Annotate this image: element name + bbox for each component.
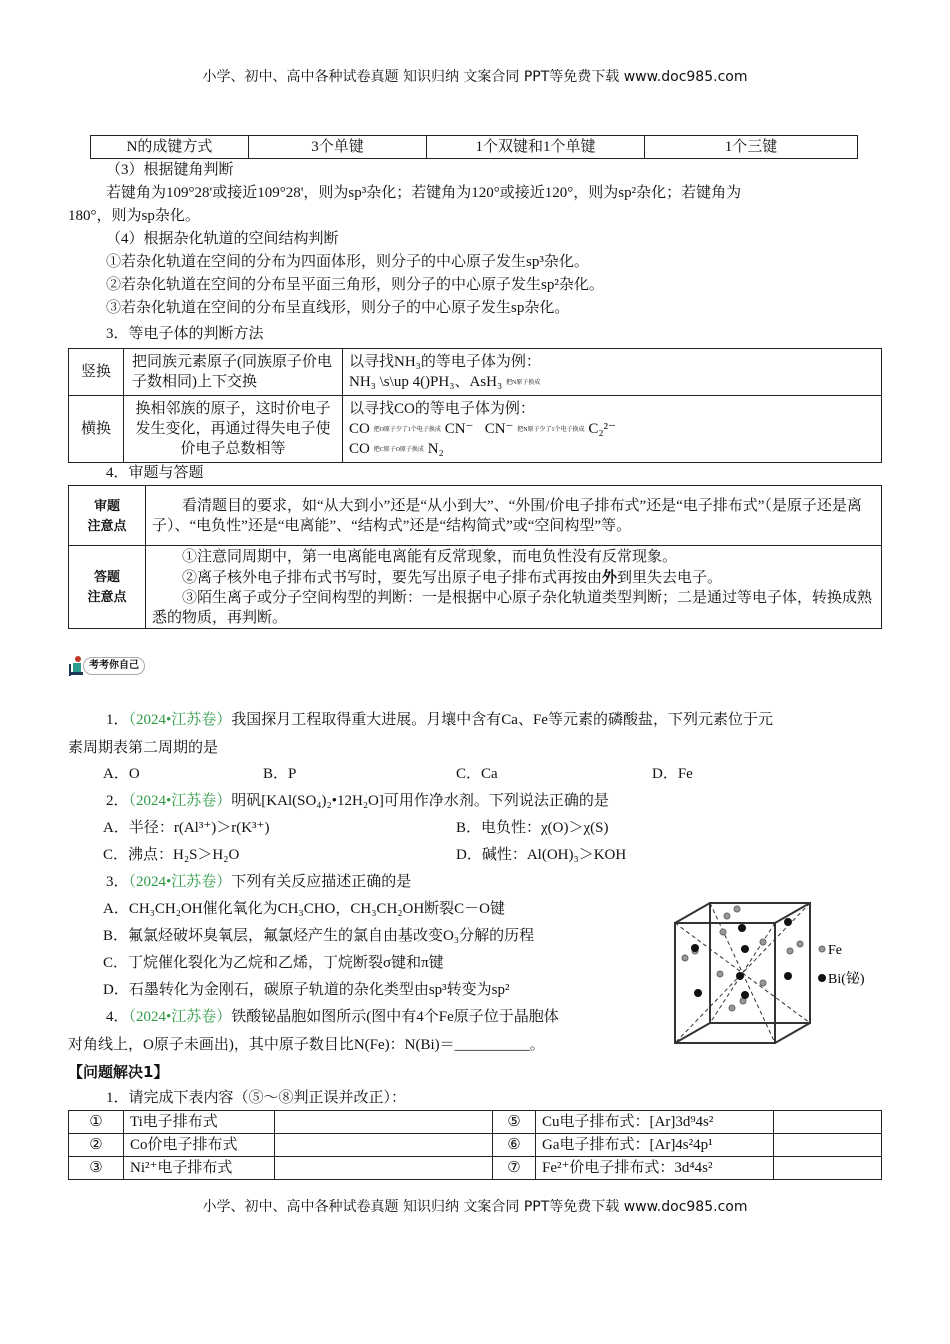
cell: 竖换 (69, 349, 124, 396)
legend-bi: Bi(铋) (828, 972, 865, 987)
cell: N的成键方式 (91, 136, 249, 159)
question-stem: 明矾[KAl(SO₄)₂•12H₂O]可用作净水剂。下列说法正确的是 (231, 793, 609, 809)
cell: ⑥ (493, 1134, 536, 1157)
option-a[interactable]: A．半径：r(Al³⁺)＞r(K³⁺) (103, 820, 270, 836)
example-title: 以寻找NH₃的等电子体为例： (349, 354, 541, 370)
option-c[interactable]: C．Ca (456, 766, 498, 782)
electron-config-table (68, 1110, 882, 1180)
question-source: （2024•江苏卷） (128, 793, 232, 809)
option-b[interactable]: B．P (263, 766, 297, 782)
option-a[interactable]: A．CH₃CH₂OH催化氧化为CH₃CHO，CH₃CH₂OH断裂C－O键 (103, 901, 506, 917)
cell: Ni²⁺电子排布式 (124, 1157, 275, 1180)
cell: 3个单键 (249, 136, 427, 159)
paragraph: 1．请完成下表内容（⑤～⑧判正误并改正）： (106, 1090, 407, 1106)
question-number: 3． (106, 874, 129, 890)
question-stem: 铁酸铋晶胞如图所示(图中有4个Fe原子位于晶胞体 (231, 1009, 559, 1025)
paragraph: 180°，则为sp杂化。 (68, 208, 200, 224)
paragraph: ②若杂化轨道在空间的分布呈平面三角形，则分子的中心原子发生sp²杂化。 (106, 277, 604, 293)
isoelectronic-table (68, 348, 882, 463)
formula: CO (349, 421, 370, 437)
cell: Ga电子排布式：[Ar]4s²4p¹ (536, 1134, 774, 1157)
table-row (69, 1134, 882, 1157)
cell: 把同族元素原子(同族原子价电子数相同)上下交换 (124, 349, 343, 396)
formula: C₂²⁻ (588, 421, 616, 437)
heading: 答题 (93, 569, 120, 584)
question-stem: 我国探月工程取得重大进展。月壤中含有Ca、Fe等元素的磷酸盐，下列元素位于元 (231, 712, 773, 728)
option-b[interactable]: B．电负性：χ(O)＞χ(S) (456, 820, 609, 836)
cell: 换相邻族的原子，这时价电子发生变化，再通过得失电子使价电子总数相等 (124, 396, 343, 463)
paragraph: ③若杂化轨道在空间的分布呈直线形，则分子的中心原子发生sp杂化。 (106, 300, 570, 316)
text: ②离子核外电子排布式书写时，要先写出原子电子排布式再按由 (182, 569, 603, 586)
cell: Fe²⁺价电子排布式：3d⁴4s² (536, 1157, 774, 1180)
badge-label: 考考你自己 (83, 657, 145, 675)
answer-cell[interactable] (774, 1111, 882, 1134)
answer-cell[interactable] (774, 1134, 882, 1157)
cell: 看清题目的要求，如“从大到小”还是“从小到大”、“外围/价电子排布式”还是“电子排布式”（是原子还是离子）、“电负性”还是“电离能”、“结构式”还是“结构简式”或“空间构型”等。 (146, 486, 882, 546)
answer-cell[interactable] (275, 1157, 493, 1180)
section-title: 3．等电子体的判断方法 (106, 326, 264, 342)
arrow-label: 把N原子少了1个电子换成 (517, 426, 585, 433)
question-source: （2024•江苏卷） (128, 874, 232, 890)
formula: CO (349, 441, 370, 457)
question-number: 2． (106, 793, 129, 809)
table-row (69, 1111, 882, 1134)
formula: CN⁻ (444, 421, 474, 437)
option-c[interactable]: C．丁烷催化裂化为乙烷和乙烯，丁烷断裂σ键和π键 (103, 955, 444, 971)
cell: ⑦ (493, 1157, 536, 1180)
formula: CN⁻ (484, 421, 514, 437)
crystal-cell-diagram (665, 898, 880, 1048)
question-number: 1． (106, 712, 129, 728)
cell: ② (69, 1134, 124, 1157)
text: 到里失去电子。 (617, 569, 723, 586)
option-d[interactable]: D．石墨转化为金刚石，碳原子轨道的杂化类型由sp³转变为sp² (103, 982, 510, 998)
cell (343, 349, 882, 396)
answer-cell[interactable] (275, 1134, 493, 1157)
bi-legend-icon (818, 974, 826, 982)
cell: ⑤ (493, 1111, 536, 1134)
question-source: （2024•江苏卷） (128, 1009, 232, 1025)
question-source: （2024•江苏卷） (128, 712, 232, 728)
section-title: （4）根据杂化轨道的空间结构判断 (106, 231, 339, 247)
paragraph: ①若杂化轨道在空间的分布为四面体形，则分子的中心原子发生sp³杂化。 (106, 254, 589, 270)
cell: Cu电子排布式：[Ar]3d⁹4s² (536, 1111, 774, 1134)
option-a[interactable]: A．O (103, 766, 140, 782)
cell: Co价电子排布式 (124, 1134, 275, 1157)
exam-tips-table (68, 485, 882, 629)
section-title: （3）根据键角判断 (106, 162, 234, 178)
page-footer: 小学、初中、高中各种试卷真题 知识归纳 文案合同 PPT等免费下载 www.doc985.com (202, 1199, 748, 1215)
cell (69, 546, 146, 629)
paragraph: ③陌生离子或分子空间构型的判断：一是根据中心原子杂化轨道类型判断；二是通过等电子体，转换成熟悉的物质，再判断。 (152, 589, 873, 626)
option-d[interactable]: D．碱性：Al(OH)₃＞KOH (456, 847, 627, 863)
legend-fe: Fe (828, 943, 842, 958)
formula: N₂ (427, 441, 444, 457)
cell: ① (69, 1111, 124, 1134)
table-row (69, 1157, 882, 1180)
fe-legend-icon (819, 946, 825, 952)
section-title: 4．审题与答题 (106, 465, 204, 481)
cell (343, 396, 882, 463)
arrow-label: 把C原子O原子换成 (373, 446, 424, 453)
option-c[interactable]: C．沸点：H₂S＞H₂O (103, 847, 240, 863)
answer-cell[interactable] (275, 1111, 493, 1134)
cell: 横换 (69, 396, 124, 463)
cell (69, 486, 146, 546)
question-stem: 对角线上，O原子未画出)，其中原子数目比N(Fe)：N(Bi)＝__________。 (68, 1037, 545, 1053)
arrow-label: 把N原子换成 (505, 379, 541, 386)
cell: 1个双键和1个单键 (427, 136, 645, 159)
paragraph: 若键角为109°28'或接近109°28'，则为sp³杂化；若键角为120°或接近120°，则为sp²杂化；若键角为 (106, 185, 742, 201)
example: NH₃ \s\up 4()PH₃、AsH₃ (349, 374, 503, 390)
heading: 审题 (93, 497, 120, 513)
option-b[interactable]: B．氟氯烃破坏臭氧层，氟氯烃产生的氯自由基改变O₃分解的历程 (103, 928, 535, 944)
question-stem: 下列有关反应描述正确的是 (231, 874, 412, 890)
arrow-label: 把O原子少了1个电子换成 (373, 426, 441, 433)
example-title: 以寻找CO的等电子体为例： (349, 401, 535, 417)
nitrogen-bonding-table (90, 135, 858, 159)
section-title: 【问题解决1】 (68, 1063, 169, 1081)
heading: 注意点 (87, 517, 127, 533)
option-d[interactable]: D．Fe (652, 766, 693, 782)
text: 外 (602, 567, 618, 586)
answer-cell[interactable] (774, 1157, 882, 1180)
cell: 1个三键 (645, 136, 858, 159)
cell: ③ (69, 1157, 124, 1180)
heading: 注意点 (87, 589, 127, 604)
question-number: 4． (106, 1009, 129, 1025)
cell (146, 546, 882, 629)
paragraph: ①注意同周期中，第一电离能电离能有反常现象，而电负性没有反常现象。 (182, 548, 678, 565)
question-stem: 素周期表第二周期的是 (68, 740, 219, 756)
page-header: 小学、初中、高中各种试卷真题 知识归纳 文案合同 PPT等免费下载 www.doc985.com (202, 69, 748, 85)
cell: Ti电子排布式 (124, 1111, 275, 1134)
